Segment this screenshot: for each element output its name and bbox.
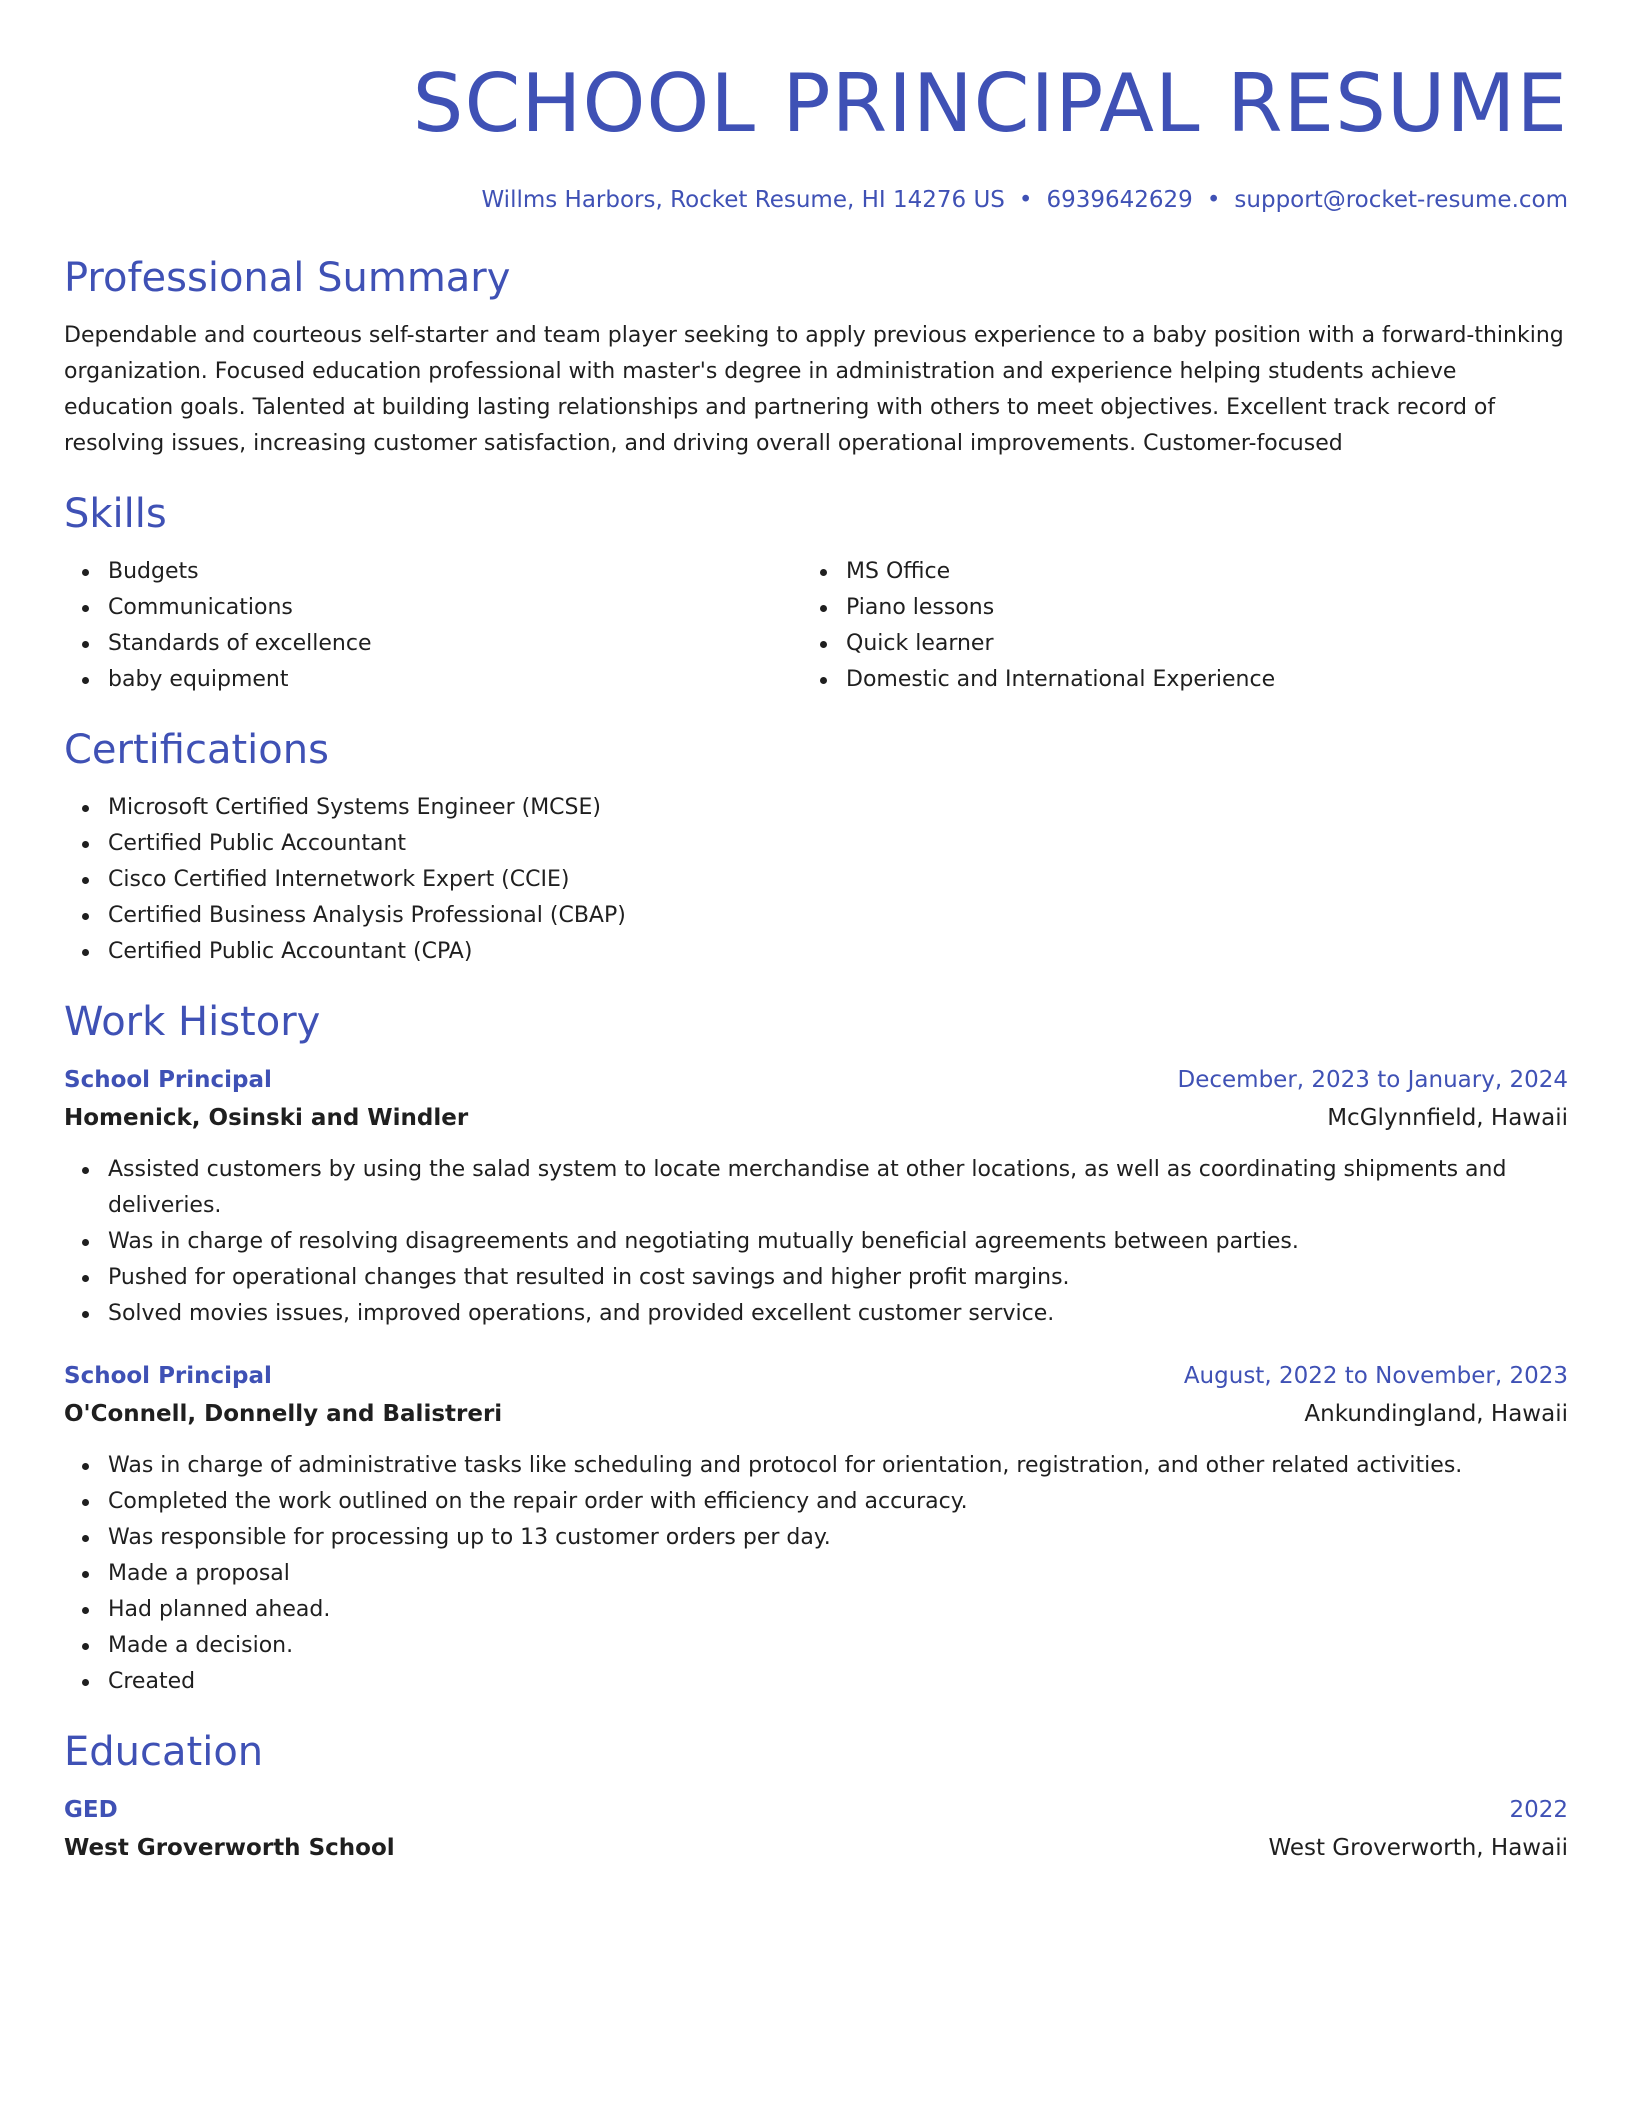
education-degree-row <box>64 1792 1568 1828</box>
job-employer: O'Connell, Donnelly and Balistreri <box>64 1401 503 1427</box>
job-title: School Principal <box>64 1363 272 1389</box>
skill-item: Quick learner <box>802 626 1568 662</box>
skills-list-right <box>802 554 1568 698</box>
job-dates: December, 2023 to January, 2024 <box>1177 1067 1568 1093</box>
job-title-row <box>64 1062 1568 1098</box>
job-duty: Was responsible for processing up to 13 customer orders per day. <box>64 1520 1568 1556</box>
job-duty: Pushed for operational changes that resulted in cost savings and higher profit margins. <box>64 1260 1568 1296</box>
contact-separator: • <box>1206 187 1221 213</box>
job-title: School Principal <box>64 1067 272 1093</box>
skill-item: Communications <box>64 590 802 626</box>
skill-item: baby equipment <box>64 662 802 698</box>
skills-heading: Skills <box>64 491 167 537</box>
skill-item: Standards of excellence <box>64 626 802 662</box>
contact-address: Willms Harbors, Rocket Resume, HI 14276 US <box>481 187 1005 213</box>
certification-item: Cisco Certified Internetwork Expert (CCIE) <box>64 862 1568 898</box>
job-duty: Made a proposal <box>64 1556 1568 1592</box>
summary-section <box>64 252 1568 462</box>
education-heading: Education <box>64 1729 264 1775</box>
skill-item: Piano lessons <box>802 590 1568 626</box>
education-degree: GED <box>64 1797 118 1823</box>
job-duties-list <box>64 1152 1568 1332</box>
contact-phone: 6939642629 <box>1046 187 1193 213</box>
job-duties-list <box>64 1448 1568 1700</box>
work-history-heading: Work History <box>64 999 321 1045</box>
job-duty: Assisted customers by using the salad system to locate merchandise at other locations, as well as coordinating shipments and deliveries. <box>64 1152 1568 1224</box>
summary-heading: Professional Summary <box>64 255 511 301</box>
education-section <box>64 1726 1568 1868</box>
job-employer: Homenick, Osinski and Windler <box>64 1105 469 1131</box>
resume-title: SCHOOL PRINCIPAL RESUME <box>412 57 1568 150</box>
skills-section <box>64 488 1568 698</box>
certifications-list <box>64 790 1568 970</box>
education-school-row <box>64 1828 1568 1868</box>
job-duty: Made a decision. <box>64 1628 1568 1664</box>
education-school: West Groverworth School <box>64 1835 395 1861</box>
work-history-section <box>64 996 1568 1700</box>
education-location: West Groverworth, Hawaii <box>1268 1835 1568 1861</box>
certifications-section <box>64 724 1568 970</box>
job-duty: Solved movies issues, improved operations, and provided excellent customer service. <box>64 1296 1568 1332</box>
job-entry <box>64 1062 1568 1332</box>
certification-item: Certified Public Accountant (CPA) <box>64 934 1568 970</box>
certification-item: Certified Public Accountant <box>64 826 1568 862</box>
job-dates: August, 2022 to November, 2023 <box>1183 1363 1568 1389</box>
summary-text: Dependable and courteous self-starter and team player seeking to apply previous experience to a baby position with a forward-thinking organization. Focused education professional with master's degree in administration and experience helping students achieve education goals. Talented at building lasting relationships and partnering with others to meet objectives. Excellent track record of resolving issues, increasing customer satisfaction, and driving overall operational improvements. Customer-focused <box>64 323 1564 456</box>
job-duty: Completed the work outlined on the repair order with efficiency and accuracy. <box>64 1484 1568 1520</box>
job-employer-row <box>64 1394 1568 1434</box>
education-entry <box>64 1792 1568 1868</box>
skills-list-left <box>64 554 802 698</box>
contact-email[interactable]: support@rocket-resume.com <box>1234 187 1568 213</box>
education-year: 2022 <box>1509 1797 1568 1823</box>
job-location: McGlynnfield, Hawaii <box>1327 1105 1568 1131</box>
job-duty: Had planned ahead. <box>64 1592 1568 1628</box>
skill-item: Budgets <box>64 554 802 590</box>
job-title-row <box>64 1358 1568 1394</box>
job-duty: Created <box>64 1664 1568 1700</box>
contact-separator: • <box>1018 187 1033 213</box>
skill-item: MS Office <box>802 554 1568 590</box>
skill-item: Domestic and International Experience <box>802 662 1568 698</box>
resume-header <box>64 0 1568 216</box>
certifications-heading: Certifications <box>64 727 329 773</box>
contact-line <box>64 184 1568 216</box>
skills-grid <box>64 554 1568 698</box>
certification-item: Microsoft Certified Systems Engineer (MCSE) <box>64 790 1568 826</box>
job-duty: Was in charge of administrative tasks like scheduling and protocol for orientation, registration, and other related activities. <box>64 1448 1568 1484</box>
certification-item: Certified Business Analysis Professional (CBAP) <box>64 898 1568 934</box>
job-location: Ankundingland, Hawaii <box>1304 1401 1568 1427</box>
job-entry <box>64 1358 1568 1700</box>
job-duty: Was in charge of resolving disagreements and negotiating mutually beneficial agreements between parties. <box>64 1224 1568 1260</box>
job-employer-row <box>64 1098 1568 1138</box>
